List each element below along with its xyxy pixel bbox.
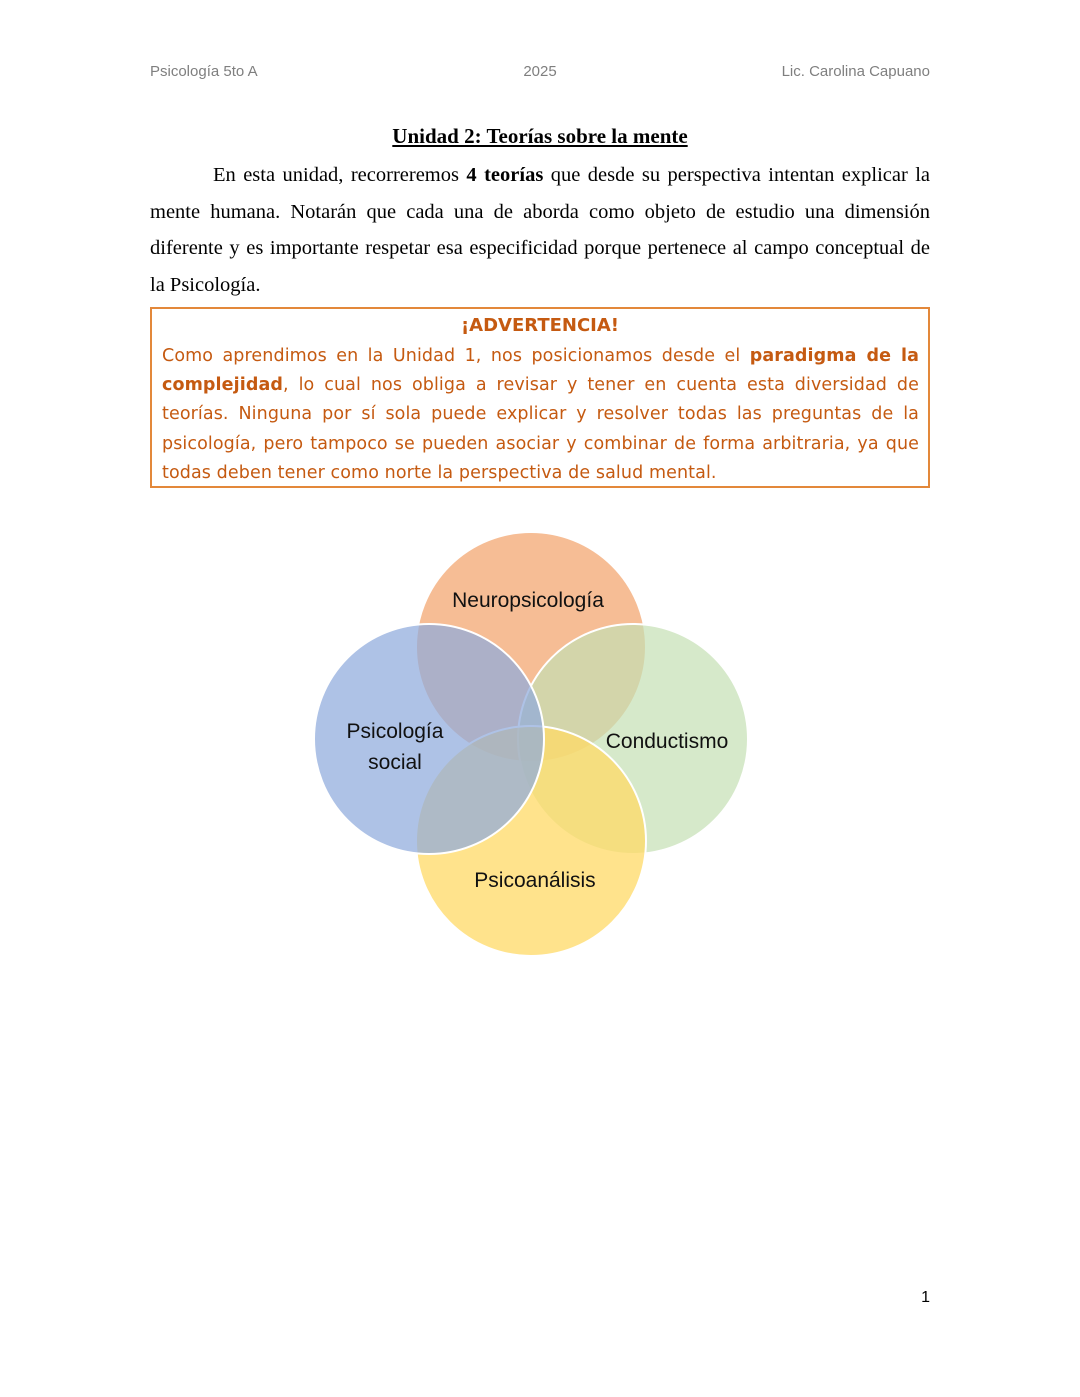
page-number: 1 bbox=[921, 1289, 930, 1306]
warning-text-end: , lo cual nos obliga a revisar y tener en cuenta esta diversidad de teorías. Ninguna por sí sola puede explicar y resolver todas las preguntas de la psicología, pero tampoco se pueden asociar y combinar de forma arbitraria, ya que todas deben tener como norte la perspectiva de salud mental. bbox=[162, 375, 919, 483]
warning-text bbox=[162, 342, 919, 488]
label-psicologia-social-line2: social bbox=[368, 751, 422, 774]
intro-bold-count: 4 teorías bbox=[466, 164, 544, 186]
intro-text-start: En esta unidad, recorreremos bbox=[213, 164, 467, 186]
warning-text-start: Como aprendimos en la Unidad 1, nos posicionamos desde el bbox=[162, 346, 750, 366]
header-course: Psicología 5to A bbox=[150, 63, 258, 80]
header-teacher: Lic. Carolina Capuano bbox=[781, 63, 930, 80]
theories-venn-diagram bbox=[300, 510, 760, 970]
label-psicoanalisis: Psicoanálisis bbox=[474, 869, 596, 892]
unit-title: Unidad 2: Teorías sobre la mente bbox=[392, 124, 688, 148]
label-neuropsicologia: Neuropsicología bbox=[452, 589, 604, 612]
warning-box bbox=[150, 307, 930, 488]
warning-bold-paradigm: paradigma de la complejidad bbox=[162, 346, 919, 396]
intro-paragraph bbox=[150, 157, 930, 303]
label-psicologia-social-line1: Psicología bbox=[346, 720, 444, 743]
label-conductismo: Conductismo bbox=[605, 730, 729, 753]
intro-text-end: que desde su perspectiva intentan explicar la mente humana. Notarán que cada una de aborda como objeto de estudio una dimensión diferente y es importante respetar esa especificidad porque pertenece al campo conceptual de la Psicología. bbox=[150, 164, 931, 296]
header-year: 2025 bbox=[523, 63, 557, 80]
warning-title: ¡ADVERTENCIA! bbox=[460, 315, 620, 336]
